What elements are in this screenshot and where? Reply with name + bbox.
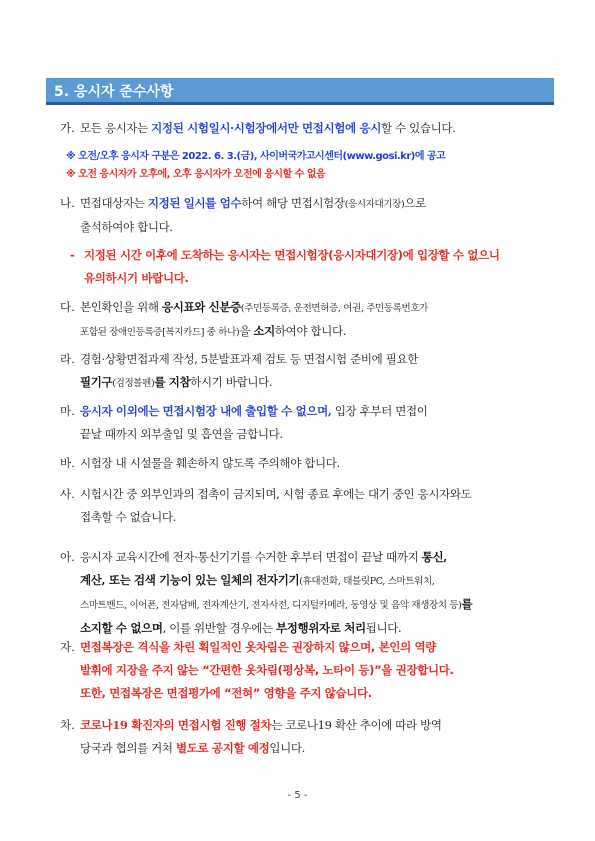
item-marker: 다. [60,300,75,314]
item-sa-line-1: 시험시간 중 외부인과의 접촉이 금지되며, 시험 종료 후에는 대기 중인 응시자와도 [80,487,472,501]
item-na-sub-line-2: 유의하시기 바랍니다. [84,271,189,285]
item-marker: 사. [60,487,75,501]
item-a-line-1 [80,546,550,569]
text-run: 본인확인을 위해 [80,300,162,314]
item-marker: 마. [60,404,75,418]
note-no-switch: ※ 오전 응시자가 오후에, 오후 응시자가 오전에 응시할 수 없음 [66,169,326,180]
item-ma-line-1 [80,400,550,423]
item-na-line-1 [80,192,550,216]
text-run: 통신, [421,550,447,564]
text-run: 하여야 합니다. [274,324,347,338]
item-ma-line-2: 끝날 때까지 외부출입 및 흡연을 금합니다. [80,427,283,441]
item-ba-line-1: 시험장 내 시설물을 훼손하지 않도록 주의해야 합니다. [80,456,340,470]
text-run: 포함된 장애인등록증[복지카드] 중 하나) [80,327,240,338]
text-run: 응시자 교육시간에 전자·통신기기를 수거한 후부터 면접이 끝날 때까지 [80,550,422,564]
text-run: 입니다. [269,741,305,755]
text-run: 를 지참 [154,375,191,389]
text-run: 당국과 협의를 거쳐 [80,741,176,755]
text-run: 는 코로나19 확산 추이에 따라 방역 [271,718,442,732]
text-run: (검정볼펜) [112,378,155,389]
text-run: 별도로 공지할 예정 [176,741,270,755]
item-marker: 바. [60,456,75,470]
text-run: 소지 [253,324,275,338]
text-run: 됩니다. [365,621,402,635]
text-run: 소지할 수 없으며 [80,621,163,635]
item-cha-line-2 [80,737,550,760]
text-run: 를 [461,597,473,611]
text-run: 필기구 [80,375,113,389]
text-run: 면접대상자는 [80,196,148,210]
item-marker: 차. [60,718,75,732]
text-run: 할 수 있습니다. [380,121,456,135]
item-ga-line-1 [80,117,550,140]
item-cha-line-1 [80,714,550,737]
page-number: - 5 - [287,790,308,801]
text-run: , 이를 위반할 경우에는 [162,621,276,635]
text-run: 입장 후부터 면접이 [331,404,428,418]
text-run: 부정행위자로 처리 [275,621,366,635]
item-na-sub-line-1: 지정된 시간 이후에 도착하는 응시자는 면접시험장(응시자대기장)에 입장할 수 없으니 [84,248,500,262]
text-run: 을 [239,324,254,338]
section-header [46,78,554,105]
item-da-line-2 [80,320,550,344]
text-run: 하여 해당 면접시험장 [241,196,345,210]
text-run: 응시표와 신분증 [161,300,241,314]
item-marker: - [70,248,75,262]
item-marker: 라. [60,352,75,366]
item-ja-line-2: 발휘에 지장을 주지 않는 “간편한 옷차림(평상복, 노타이 등)”을 권장합니다. [80,663,454,677]
note-schedule: ※ 오전/오후 응시자 구분은 2022. 6. 3.(금), 사이버국가고시센터(www.gosi.kr)에 공고 [66,151,446,162]
item-marker: 나. [60,196,75,210]
text-run: (휴대전화, 태블릿PC, 스마트워치, [299,576,435,587]
item-ra-line-1: 경험·상황면접과제 작성, 5분발표과제 검토 등 면접시험 준비에 필요한 [80,352,418,366]
text-run: 으로 [404,196,426,210]
item-marker: 자. [60,640,75,654]
section-title: 5. 응시자 준수사항 [54,84,174,100]
item-ja-line-1: 면접복장은 격식을 차린 획일적인 옷차림은 권장하지 않으며, 본인의 역량 [80,640,437,654]
text-run: 스마트밴드, 이어폰, 전자담배, 전자계산기, 전자사전, 디지털카메라, 동영상 및 음악 재생장치 등) [80,600,462,611]
text-run: 하시기 바랍니다. [190,375,273,389]
item-da-line-1 [80,296,550,320]
item-na-line-2: 출석하여야 합니다. [80,220,173,234]
text-run: 모든 응시자는 [80,121,152,135]
text-run: (응시자대기장) [344,199,405,210]
item-ja-line-3: 또한, 면접복장은 면접평가에 “전혀” 영향을 주지 않습니다. [80,686,372,700]
item-marker: 아. [60,550,75,564]
text-run: (주민등록증, 운전면허증, 여권, 주민등록번호가 [240,303,428,314]
text-run: 지정된 시험일시·시험장에서만 면접시험에 응시 [151,121,381,135]
item-sa-line-2: 접촉할 수 없습니다. [80,510,176,524]
text-run: 계산, 또는 검색 기능이 있는 일체의 전자기기 [80,573,300,587]
item-marker: 가. [60,121,75,135]
text-run: 응시자 이외에는 면접시험장 내에 출입할 수 없으며, [80,404,332,418]
text-run: 코로나19 확진자의 면접시험 진행 절차 [80,718,272,732]
item-ra-line-2 [80,371,550,395]
item-a-line-2 [80,569,550,593]
text-run: 지정된 일시를 엄수 [147,196,242,210]
item-a-line-3 [80,593,550,617]
